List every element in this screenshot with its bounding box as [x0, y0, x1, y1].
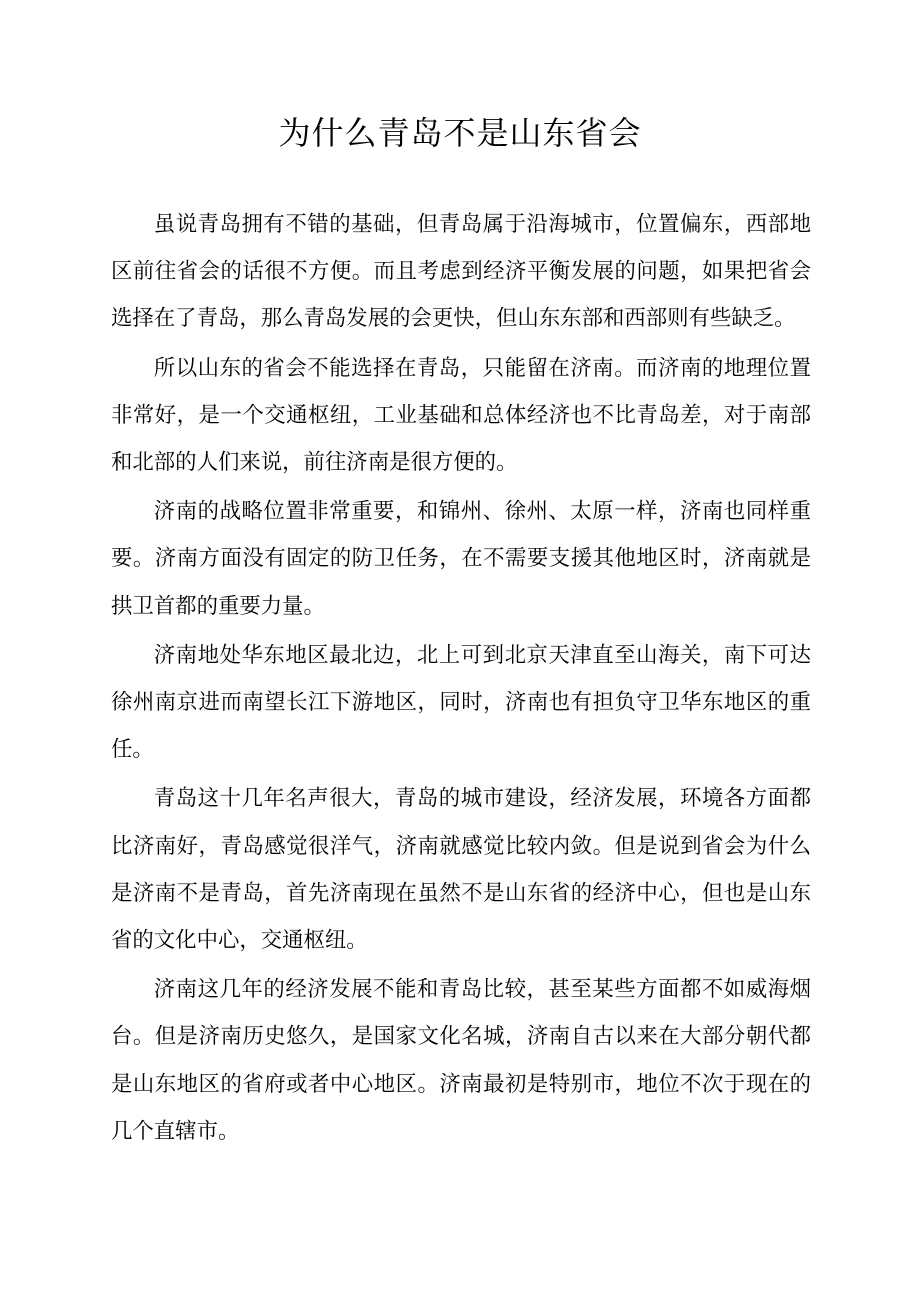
document-body [111, 201, 811, 1157]
paragraph-5: 青岛这十几年名声很大，青岛的城市建设，经济发展，环境各方面都比济南好，青岛感觉很洋气，济南就感觉比较内敛。但是说到省会为什么是济南不是青岛，首先济南现在虽然不是山东省的经济中心，但也是山东省的文化中心，交通枢纽。 [111, 786, 811, 954]
paragraph-4: 济南地处华东地区最北边，北上可到北京天津直至山海关，南下可达徐州南京进而南望长江下游地区，同时，济南也有担负守卫华东地区的重任。 [111, 642, 811, 763]
paragraph-3: 济南的战略位置非常重要，和锦州、徐州、太原一样，济南也同样重要。济南方面没有固定的防卫任务，在不需要支援其他地区时，济南就是拱卫首都的重要力量。 [111, 499, 811, 619]
paragraph-2: 所以山东的省会不能选择在青岛，只能留在济南。而济南的地理位置非常好，是一个交通枢纽，工业基础和总体经济也不比青岛差，对于南部和北部的人们来说，前往济南是很方便的。 [111, 355, 811, 476]
paragraph-6: 济南这几年的经济发展不能和青岛比较，甚至某些方面都不如威海烟台。但是济南历史悠久，是国家文化名城，济南自古以来在大部分朝代都是山东地区的省府或者中心地区。济南最初是特别市，地位不次于现在的几个直辖市。 [111, 977, 811, 1144]
document-title: 为什么青岛不是山东省会 [278, 114, 642, 152]
paragraph-1: 虽说青岛拥有不错的基础，但青岛属于沿海城市，位置偏东，西部地区前往省会的话很不方便。而且考虑到经济平衡发展的问题，如果把省会选择在了青岛，那么青岛发展的会更快，但山东东部和西部则有些缺乏。 [111, 212, 811, 332]
